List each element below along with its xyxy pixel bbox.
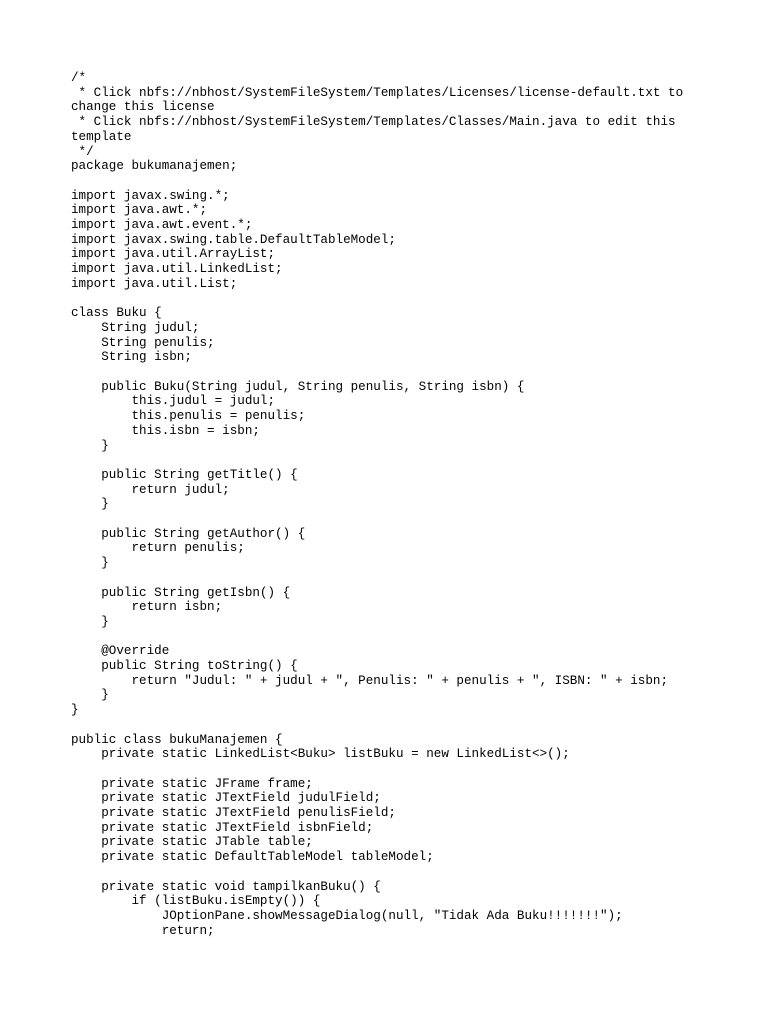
code-line: } xyxy=(71,688,109,703)
code-line: if (listBuku.isEmpty()) { xyxy=(71,894,321,909)
code-line: public String toString() { xyxy=(71,659,298,674)
code-line: public class bukuManajemen { xyxy=(71,732,283,747)
code-line: private static void tampilkanBuku() { xyxy=(71,879,381,894)
code-line: * Click nbfs://nbhost/SystemFileSystem/Templates/Classes/Main.java to edit this xyxy=(71,115,676,130)
code-line: private static JTextField penulisField; xyxy=(71,806,396,821)
code-line xyxy=(71,571,711,586)
code-line: change this license xyxy=(71,100,215,115)
code-line: package bukumanajemen; xyxy=(71,159,238,174)
code-line: * Click nbfs://nbhost/SystemFileSystem/Templates/Licenses/license-default.txt to xyxy=(71,85,684,100)
code-line: public String getAuthor() { xyxy=(71,526,306,541)
code-line: String judul; xyxy=(71,320,200,335)
code-line: this.penulis = penulis; xyxy=(71,409,306,424)
code-block xyxy=(71,71,711,938)
code-line: private static JFrame frame; xyxy=(71,776,313,791)
code-line: @Override xyxy=(71,644,170,659)
code-line: } xyxy=(71,703,79,718)
code-line: String isbn; xyxy=(71,350,192,365)
code-line: this.isbn = isbn; xyxy=(71,423,260,438)
code-line xyxy=(71,174,711,189)
code-line: import java.util.ArrayList; xyxy=(71,247,276,262)
code-line: return; xyxy=(71,923,215,938)
code-line: template xyxy=(71,129,132,144)
code-line: private static JTextField isbnField; xyxy=(71,820,374,835)
code-line xyxy=(71,718,711,733)
code-line xyxy=(71,762,711,777)
code-line: public Buku(String judul, String penulis, String isbn) { xyxy=(71,379,525,394)
code-line xyxy=(71,512,711,527)
code-line: public String getTitle() { xyxy=(71,467,298,482)
code-line: /* xyxy=(71,71,87,85)
code-line: class Buku { xyxy=(71,306,162,321)
code-line: import javax.swing.*; xyxy=(71,188,230,203)
code-line: import java.util.LinkedList; xyxy=(71,262,283,277)
code-line: private static JTextField judulField; xyxy=(71,791,381,806)
code-line xyxy=(71,865,711,880)
code-line: private static JTable table; xyxy=(71,835,313,850)
code-line xyxy=(71,292,711,307)
code-line: this.judul = judul; xyxy=(71,394,276,409)
code-line: */ xyxy=(71,144,94,159)
code-line: private static DefaultTableModel tableModel; xyxy=(71,850,434,865)
code-line: private static LinkedList<Buku> listBuku = new LinkedList<>(); xyxy=(71,747,570,762)
code-line: } xyxy=(71,497,109,512)
code-line: import java.awt.*; xyxy=(71,203,208,218)
code-line: String penulis; xyxy=(71,335,215,350)
code-line: } xyxy=(71,556,109,571)
code-line: return penulis; xyxy=(71,541,245,556)
code-line xyxy=(71,453,711,468)
code-line: import java.awt.event.*; xyxy=(71,218,253,233)
code-line: } xyxy=(71,614,109,629)
code-line xyxy=(71,365,711,380)
code-line: } xyxy=(71,438,109,453)
code-line: JOptionPane.showMessageDialog(null, "Tidak Ada Buku!!!!!!!"); xyxy=(71,908,623,923)
code-line xyxy=(71,630,711,645)
code-line: return isbn; xyxy=(71,600,223,615)
code-line: import java.util.List; xyxy=(71,276,238,291)
code-line: return judul; xyxy=(71,482,230,497)
code-line: import javax.swing.table.DefaultTableModel; xyxy=(71,232,396,247)
code-line: return "Judul: " + judul + ", Penulis: " + penulis + ", ISBN: " + isbn; xyxy=(71,673,669,688)
code-line: public String getIsbn() { xyxy=(71,585,291,600)
